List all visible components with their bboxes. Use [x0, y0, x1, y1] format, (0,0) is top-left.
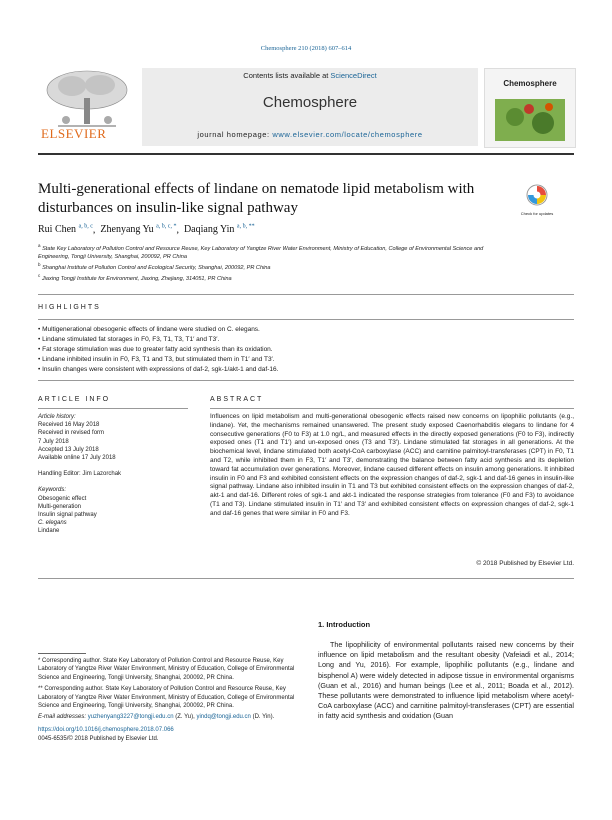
history-item: 7 July 2018 [38, 438, 69, 445]
affiliation: $^a$ State Key Laboratory of Pollution Control and Resource Reuse, Key Laboratory of Yangtze River Water Environment, Ministry of Education, College of Environmental Science and Engineering, Tongji University, Shanghai, 200092, PR China [38, 243, 484, 260]
highlight-item: • Fat storage stimulation was due to greater fatty acid synthesis than its oxidation. [38, 345, 574, 355]
highlights-list [38, 325, 574, 375]
elsevier-tree-icon [38, 68, 136, 130]
journal-homepage-link[interactable]: www.elsevier.com/locate/chemosphere [272, 130, 423, 139]
keywords-label: Keywords: [38, 487, 67, 494]
corresponding-author-note: ** Corresponding author. State Key Laboratory of Pollution Control and Resource Reuse, Key Laboratory of Yangtze River Water Environment, Ministry of Education, College of Environmental Science and Engineering, Tongji University, Shanghai, 200092, PR China. [38, 686, 295, 710]
email-link[interactable]: yuzhenyang3227@tongji.edu.cn [87, 714, 174, 721]
keyword: Insulin signal pathway [38, 512, 97, 519]
email-link[interactable]: yindq@tongji.edu.cn [196, 714, 251, 721]
highlight-item: • Lindane inhibited insulin in F0, F3, T1 and T3, but stimulated them in T1′ and T3′. [38, 355, 574, 365]
crossmark-icon [520, 183, 554, 207]
affiliation: $^c$ Jiaxing Tongji Institute for Environment, Jiaxing, Zhejiang, 314051, PR China [38, 272, 232, 282]
introduction-text: The lipophilicity of environmental pollutants raised new concerns by their influence on lipid metabolism and the resultant obesity (Vafeiadi et al., 2014; Long and Yu, 2016). For example, lipophilic pollutants (e.g., lindane and bisphenol A) were widely detected in adipose tissue in environmental organisms (Guan et al., 2016) and human beings (Lee et al., 2011; Boada et al., 2012). These pollutants were demonstrated to influence lipid metabolism where acetyl-CoA carboxylase (ACC) and carnitine palmitoyl-transferases (CPT) are essential in fatty acid synthesis and oxidation (Guan [318, 640, 574, 721]
cover-image-icon [485, 95, 575, 145]
journal-reference[interactable]: Chemosphere 210 (2018) 607–614 [260, 45, 352, 52]
cover-title: Chemosphere [503, 79, 557, 88]
masthead-divider [38, 153, 574, 155]
divider [38, 578, 574, 579]
history-label: Article history: [38, 414, 76, 420]
divider [38, 319, 574, 320]
doi-block [38, 726, 174, 743]
journal-homepage-line: journal homepage: www.elsevier.com/locate/chemosphere [197, 130, 423, 139]
issn-line: 0045-6535/© 2018 Published by Elsevier Ltd. [38, 735, 159, 742]
footnotes [38, 657, 303, 725]
affiliations [38, 242, 508, 283]
history-item: Accepted 13 July 2018 [38, 446, 99, 453]
abstract-text: Influences on lipid metabolism and multi-generational obesogenic effects raised new concerns on lipophilic pollutants (e.g., lindane). Yet, the mechanisms remained unanswered. The present study exposed Caenorhabditis elegans to lindane for 4 consecutive generations (F0 to F3) at 1.0 ng/L, and measured effects in the directly exposed generations (F0 to F3), indirectly exposed ones (T1 and T1′) and un-exposed ones (T3 and T3′). Lindane stimulated fat storages in all generations. At the biochemical level, lindane stimulated both acetyl-CoA carboxylase (ACC) and carnitine palmitoyl-transferases (CPT) in F0, T1 and T2, while inhibited them in F3, T1′ and T3′, demonstrating the balance between fatty acid synthesis and its depletion toward fat accumulation over generations. Moreover, lindane caused different effects on insulin among generations. It inhibited insulin in F0 and F3 and exhibited consistent effects on the expression changes of daf-2, sgk-1 and daf-16 genes in insulin-like signal pathway. Lindane also inhibited insulin in T1 and T3 but exhibited consistent effects on the expression changes of daf-2, akt-1 and daf-16. Different roles of sgk-1 and akt-1 indicated the response strategies from tolerance (F0 and F3) to avoidance (T1 and T3). Lindane stimulated insulin in T1′ and T3′ and exhibited consistent effects on expression changes of daf-2, sgk-1 and daf-16 genes that were similar in F0 and F3. [210, 413, 574, 517]
article-title: Multi-generational effects of lindane on nematode lipid metabolism with disturbances on insulin-like signal pathway [38, 181, 475, 216]
divider [210, 408, 574, 409]
author-list: Rui Chen $^{a, b, c}$, Zhenyang Yu $^{a, b, c, *}$, Daqiang Yin $^{a, b, **}$ [38, 224, 255, 236]
affiliation: $^b$ Shanghai Institute of Pollution Control and Ecological Security, Shanghai, 200092, PR China [38, 261, 271, 271]
history-item: Available online 17 July 2018 [38, 455, 116, 462]
introduction-heading: 1. Introduction [318, 620, 371, 629]
journal-masthead [38, 68, 574, 146]
divider [38, 294, 574, 295]
elsevier-logo[interactable] [38, 68, 136, 144]
elsevier-wordmark: ELSEVIER [41, 126, 107, 141]
highlight-item: • Insulin changes were consistent with expressions of daf-2, sgk-1/akt-1 and daf-16. [38, 365, 574, 375]
keyword: Obesogenic effect [38, 495, 87, 502]
journal-header-band [142, 68, 478, 146]
highlight-item: • Lindane stimulated fat storages in F0, F3, T1, T3, T1′ and T3′. [38, 335, 574, 345]
handling-editor: Handling Editor: Jim Lazorchak [38, 471, 122, 478]
sciencedirect-link[interactable]: ScienceDirect [330, 71, 377, 80]
history-item: Received 16 May 2018 [38, 422, 100, 429]
email-addresses: E-mail addresses: yuzhenyang3227@tongji.edu.cn (Z. Yu), yindq@tongji.edu.cn (D. Yin). [38, 714, 275, 721]
copyright-notice: © 2018 Published by Elsevier Ltd. [476, 560, 574, 567]
crossmark-badge[interactable] [520, 183, 554, 217]
keyword: Multi-generation [38, 503, 82, 510]
author[interactable]: Rui Chen $^{a, b, c}$ [38, 224, 93, 236]
corresponding-author-note: * Corresponding author. State Key Laboratory of Pollution Control and Resource Reuse, Key Laboratory of Yangtze River Water Environment, Ministry of Education, College of Environmental Science and Engineering, Tongji University, Shanghai, 200092, PR China. [38, 658, 295, 681]
journal-name: Chemosphere [262, 94, 358, 111]
abstract-heading: ABSTRACT [210, 396, 264, 403]
highlights-heading: HIGHLIGHTS [38, 304, 101, 311]
doi-link[interactable]: https://doi.org/10.1016/j.chemosphere.2018.07.066 [38, 727, 174, 733]
crossmark-label: Check for updates [520, 211, 554, 216]
keyword: Lindane [38, 528, 60, 535]
keyword: C. elegans [38, 520, 67, 527]
history-item: Received in revised form [38, 430, 105, 437]
journal-cover[interactable] [484, 68, 576, 148]
contents-line: Contents lists available at ScienceDirect [243, 71, 377, 80]
author[interactable]: Zhenyang Yu $^{a, b, c, *}$ [100, 224, 177, 236]
highlight-item: • Multigenerational obesogenic effects of lindane were studied on C. elegans. [38, 325, 574, 335]
article-info [38, 413, 188, 536]
divider [38, 408, 188, 409]
article-info-heading: ARTICLE INFO [38, 396, 111, 403]
divider [38, 380, 574, 381]
author[interactable]: Daqiang Yin $^{a, b, **}$ [183, 224, 255, 236]
footnote-divider [38, 653, 86, 654]
